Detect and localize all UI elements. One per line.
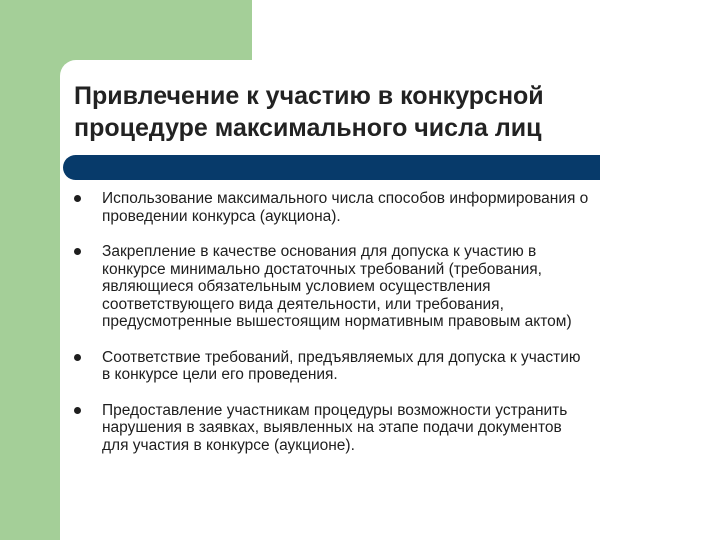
bullet-text-line: в конкурсе цели его проведения.: [102, 366, 338, 383]
bullet-dot-icon: [74, 195, 81, 202]
bullet-item: [74, 402, 684, 455]
bullet-text-line: соответствующего вида деятельности, или требования,: [102, 295, 504, 313]
title-underline-bar: [63, 155, 600, 180]
decorative-green-strip-left: [0, 0, 60, 540]
bullet-text-line: для участия в конкурсе (аукционе).: [102, 436, 355, 454]
bullet-item: [74, 349, 684, 384]
bullet-text-line: являющиеся обязательным условием осуществления: [102, 278, 491, 295]
bullet-item: [74, 190, 684, 225]
slide-title-line: Привлечение к участию в конкурсной: [74, 82, 544, 110]
bullet-text-line: Соответствие требований, предъявляемых для допуска к участию: [102, 348, 581, 366]
bullet-text-line: предусмотренные вышестоящим нормативным правовым актом): [102, 313, 572, 330]
bullet-text-line: Предоставление участникам процедуры возможности устранить: [102, 401, 568, 419]
slide-title-line: процедуре максимального числа лиц: [74, 114, 542, 142]
bullet-text-line: проведении конкурса (аукциона).: [102, 207, 341, 225]
bullet-item: [74, 243, 684, 331]
slide-title: [74, 80, 674, 144]
bullet-dot-icon: [74, 248, 81, 255]
bullet-text-line: нарушения в заявках, выявленных на этапе подачи документов: [102, 419, 562, 436]
bullet-text-line: Использование максимального числа способов информирования о: [102, 190, 589, 207]
bullet-list: [74, 190, 684, 454]
bullet-text-line: конкурсе минимально достаточных требований (требования,: [102, 260, 542, 278]
bullet-dot-icon: [74, 407, 81, 414]
bullet-text-line: Закрепление в качестве основания для допуска к участию в: [102, 243, 537, 260]
bullet-dot-icon: [74, 354, 81, 361]
